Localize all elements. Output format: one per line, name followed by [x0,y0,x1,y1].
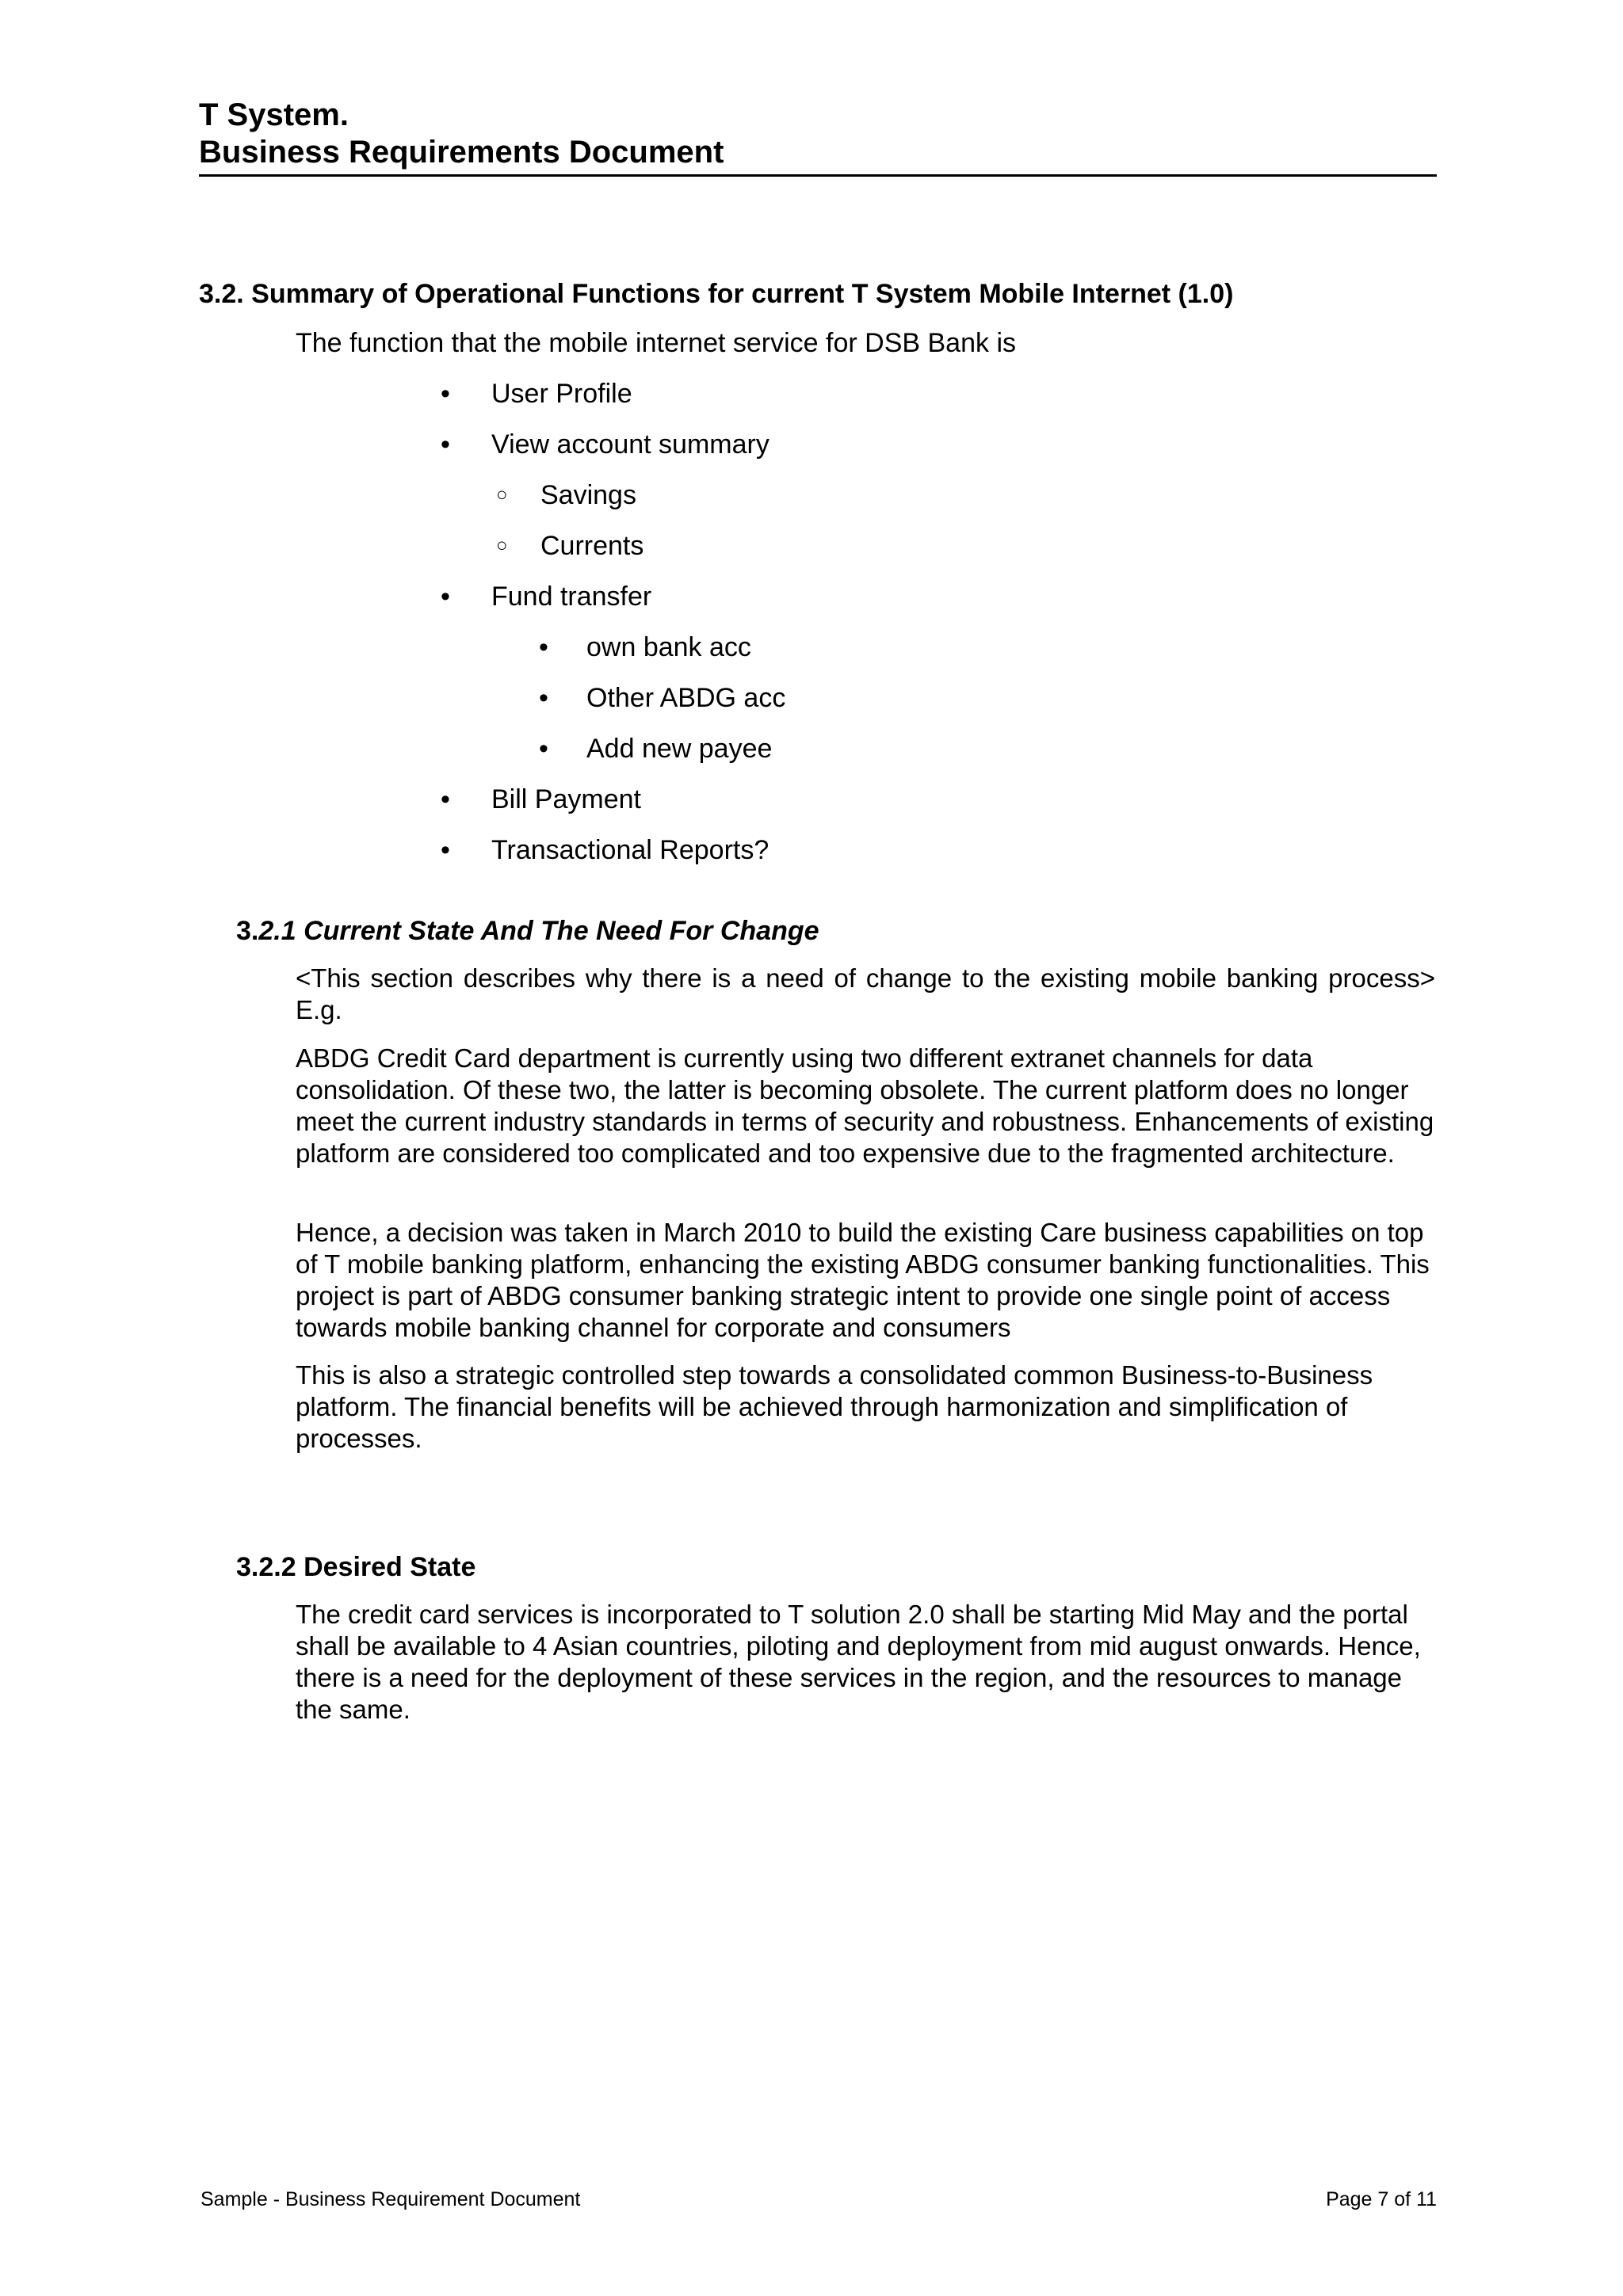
bullet-marker: • [539,632,548,662]
bullet-marker: • [441,379,450,409]
subsection-title: 2.1 Current State And The Need For Change [258,916,819,946]
subsection-number: 3. [236,916,259,946]
paragraph: <This section describes why there is a need of change to the existing mobile banking process> E.g. [296,963,1435,1024]
bullet-marker: • [441,429,450,460]
page-number: Page 7 of 11 [1326,2188,1437,2210]
list-item-label: User Profile [491,379,632,409]
subsection-heading: 3.2.2 Desired State [236,1552,476,1582]
list-item-label: Add new payee [586,734,773,764]
bullet-marker: • [441,582,450,612]
paragraph: The credit card services is incorporated to T solution 2.0 shall be starting Mid May and the portal shall be available to 4 Asian countries, piloting and deployment from mid august onwards. Hence, there is a need for the deployment of these services in the region, and the resources to manage the same. [296,1600,1421,1724]
bullet-marker: • [539,683,548,713]
list-item-label: own bank acc [586,632,751,662]
list-item-label: Currents [540,531,644,561]
header-title: T System. [199,97,349,132]
section-heading: 3.2. Summary of Operational Functions for current T System Mobile Internet (1.0) [199,279,1234,309]
list-item-label: View account summary [491,429,769,460]
paragraph: Hence, a decision was taken in March 2010 to build the existing Care business capabilities on top of T mobile banking platform, enhancing the existing ABDG consumer banking functionalities. This project is part of ABDG consumer banking strategic intent to provide one single point of access towards mobile banking channel for corporate and consumers [296,1218,1430,1342]
list-item-label: Other ABDG acc [586,683,786,713]
circle-marker: ○ [496,535,508,556]
bullet-marker: • [441,784,450,814]
list-item-label: Transactional Reports? [491,835,769,865]
paragraph: This is also a strategic controlled step towards a consolidated common Business-to-Business platform. The financial benefits will be achieved through harmonization and simplification of processes. [296,1360,1373,1453]
circle-marker: ○ [496,484,508,505]
subsection-heading [236,913,819,948]
section-intro: The function that the mobile internet service for DSB Bank is [296,328,1017,358]
paragraph: ABDG Credit Card department is currently using two different extranet channels for data consolidation. Of these two, the latter is becoming obsolete. The current platform does no longer meet the current industry standards in terms of security and robustness. Enhancements of existing platform are considered too complicated and too expensive due to the fragmented architecture. [296,1043,1434,1168]
list-item-label: Fund transfer [491,582,652,612]
header-subtitle: Business Requirements Document [199,135,724,170]
list-item-label: Bill Payment [491,784,641,814]
bullet-marker: • [441,835,450,865]
bullet-marker: • [539,734,548,764]
list-item-label: Savings [540,480,636,510]
page-header [199,97,1437,177]
footer-left: Sample - Business Requirement Document [200,2188,581,2210]
